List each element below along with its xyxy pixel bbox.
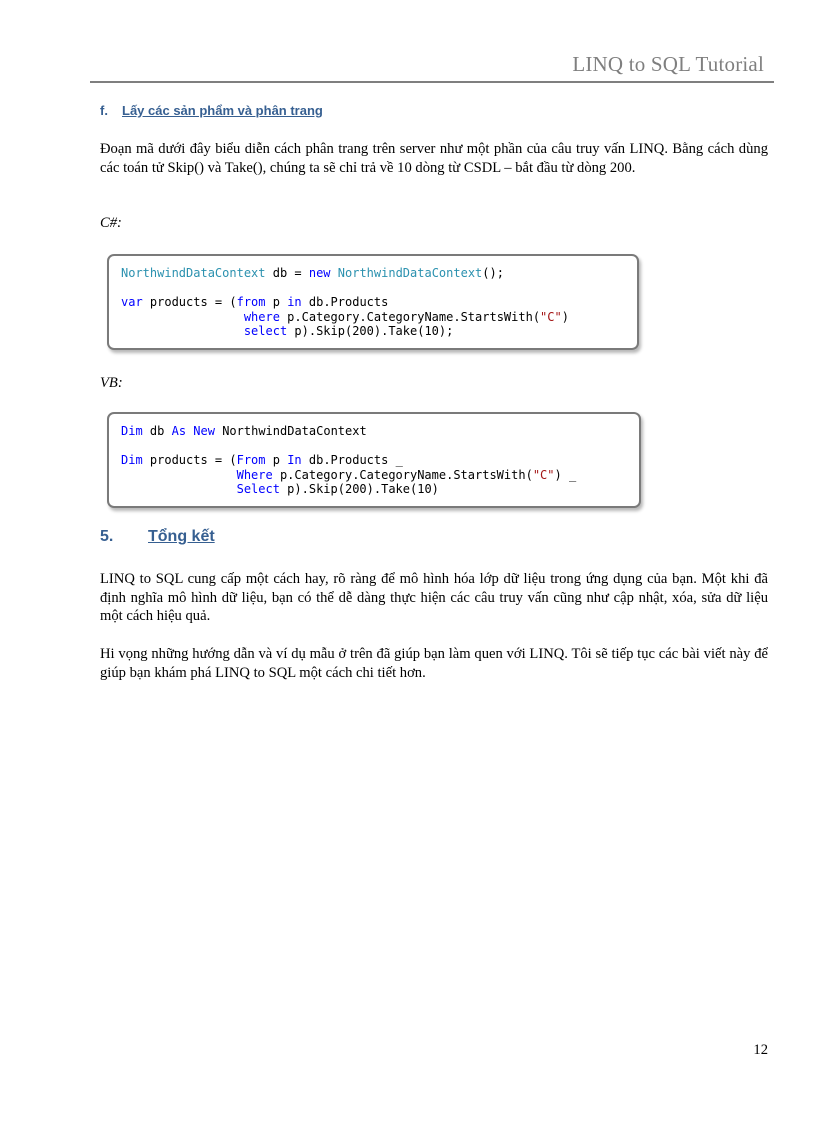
section-title-link[interactable]: Lấy các sản phẩm và phân trang <box>122 103 323 118</box>
csharp-label: C#: <box>100 215 122 231</box>
intro-paragraph: Đoạn mã dưới đây biểu diễn cách phân trang trên server như một phần của câu truy vấn LINQ. Bằng cách dùng các toán tử Skip() và Take(), chúng ta sẽ chỉ trả về 10 dòng từ CSDL – bắt đầu từ dòng 200. <box>100 141 768 176</box>
code-token: var <box>121 295 143 309</box>
code-token: p).Skip(200).Take(10) <box>279 482 439 496</box>
page-number: 12 <box>753 1042 768 1058</box>
code-token: Dim <box>121 424 143 438</box>
code-token: NorthwindDataContext <box>121 266 266 280</box>
section-heading-5 <box>100 528 215 546</box>
code-token: p.Category.CategoryName.StartsWith( <box>279 309 541 324</box>
code-token: db.Products _ <box>301 453 403 467</box>
code-token <box>121 482 237 496</box>
code-token <box>121 324 244 338</box>
code-token: From <box>236 453 266 467</box>
summary-paragraph-1: LINQ to SQL cung cấp một cách hay, rõ ràng để mô hình hóa lớp dữ liệu trong ứng dụng của bạn. Một khi đã định nghĩa mô hình dữ liệu, bạn có thể dễ dàng thực hiện các câu truy vấn cũng như cập nhật, xóa, sửa dữ liệu một cách hiệu quả. <box>100 571 768 624</box>
csharp-code-block <box>107 254 639 350</box>
code-token: p.Category.CategoryName.StartsWith( <box>272 467 533 482</box>
code-token: db <box>142 424 172 438</box>
vb-code <box>121 424 576 497</box>
code-token: ) _ <box>554 467 577 482</box>
code-token <box>121 310 244 324</box>
vb-label: VB: <box>100 375 123 391</box>
section-number: 5. <box>100 528 114 545</box>
code-token: NorthwindDataContext <box>214 424 367 438</box>
code-token: "C" <box>532 467 555 482</box>
header-title: LINQ to SQL Tutorial <box>572 52 764 76</box>
csharp-code <box>121 266 569 339</box>
section-title-link[interactable]: Tổng kết <box>148 528 215 545</box>
section-heading-f <box>100 103 323 118</box>
code-token <box>121 468 237 482</box>
code-token: As <box>171 424 187 438</box>
code-token: from <box>236 295 266 309</box>
code-token: db = <box>265 266 309 280</box>
vb-code-block <box>107 412 641 508</box>
code-token: Where <box>236 467 273 482</box>
code-token: new <box>308 266 331 280</box>
code-token: products = ( <box>142 295 237 309</box>
code-token: Select <box>236 482 280 496</box>
code-token: (); <box>482 266 504 280</box>
code-token: in <box>287 295 302 309</box>
code-token: ) <box>561 309 569 324</box>
code-token: Dim <box>121 453 143 467</box>
summary-paragraph-2: Hi vọng những hướng dẫn và ví dụ mẫu ở trên đã giúp bạn làm quen với LINQ. Tôi sẽ tiếp tục các bài viết này để giúp bạn khám phá LINQ to SQL một cách chi tiết hơn. <box>100 646 768 681</box>
code-token: NorthwindDataContext <box>337 266 483 280</box>
code-token: p <box>265 295 288 309</box>
code-token: p <box>265 453 288 467</box>
header-rule <box>90 81 774 83</box>
section-number: f. <box>100 103 108 118</box>
code-token: db.Products <box>301 295 389 309</box>
code-token: New <box>193 424 215 438</box>
code-token: products = ( <box>142 453 237 467</box>
code-token <box>331 266 338 280</box>
code-token: where <box>243 309 280 324</box>
code-token: p).Skip(200).Take(10); <box>287 324 454 338</box>
code-token: In <box>287 453 302 467</box>
code-token: "C" <box>540 309 562 324</box>
code-token: select <box>243 324 288 338</box>
